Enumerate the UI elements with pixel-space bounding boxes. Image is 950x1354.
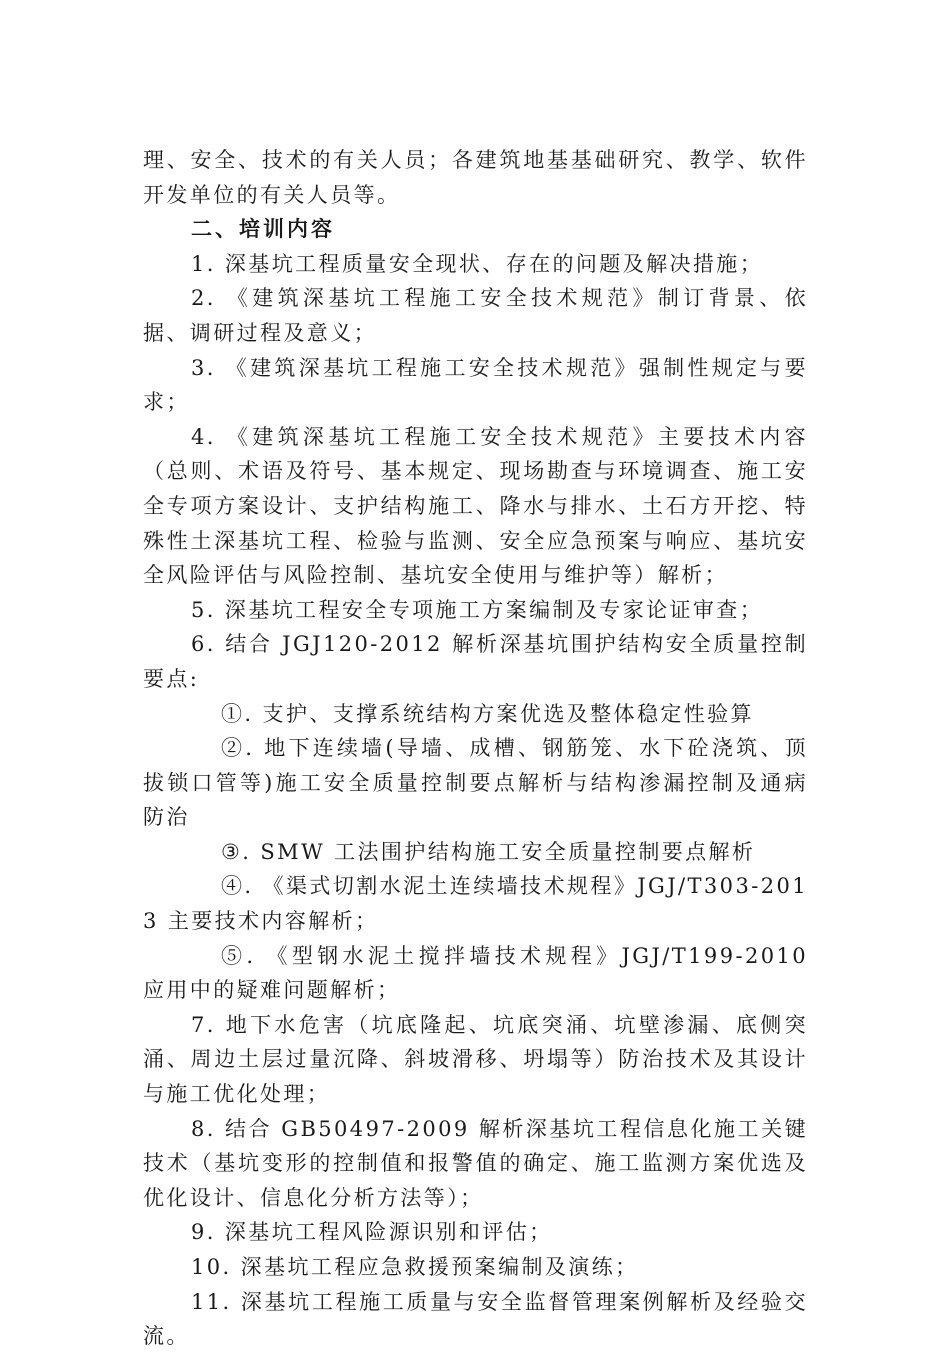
document-body (143, 143, 808, 1354)
list-item: 4. 《建筑深基坑工程施工安全技术规范》主要技术内容（总则、术语及符号、基本规定、现场勘查与环境调查、施工安全专项方案设计、支护结构施工、降水与排水、土石方开挖、特殊性土深基坑工程、检验与监测、安全应急预案与响应、基坑安全风险评估与风险控制、基坑安全使用与维护等）解析； (143, 424, 808, 588)
list-item: 7. 地下水危害（坑底隆起、坑底突涌、坑壁渗漏、底侧突涌、周边土层过量沉降、斜坡滑移、坍塌等）防治技术及其设计与施工优化处理； (143, 1012, 808, 1107)
sub-list-item: ④. 《渠式切割水泥土连续墙技术规程》JGJ/T303-2013 主要技术内容解析； (143, 874, 808, 934)
list-item: 5. 深基坑工程安全专项施工方案编制及专家论证审查； (191, 597, 764, 622)
list-item: 1. 深基坑工程质量安全现状、存在的问题及解决措施； (191, 251, 764, 276)
list-item: 10. 深基坑工程应急救援预案编制及演练； (191, 1255, 639, 1279)
list-item: 2. 《建筑深基坑工程施工安全技术规范》制订背景、依据、调研过程及意义； (143, 286, 808, 345)
sub-list-item: ③. SMW 工法围护结构施工安全质量控制要点解析 (221, 839, 756, 864)
list-item: 8. 结合 GB50497-2009 解析深基坑工程信息化施工关键技术（基坑变形的控制值和报警值的确定、施工监测方案优选及优化设计、信息化分析方法等）； (143, 1116, 808, 1210)
sub-list-item: ②. 地下连续墙(导墙、成槽、钢筋笼、水下砼浇筑、顶拔锁口管等)施工安全质量控制要点解析与结构渗漏控制及通病防治 (143, 736, 808, 830)
sub-list-item: ①. 支护、支撑系统结构方案优选及整体稳定性验算 (221, 701, 754, 726)
list-item: 3. 《建筑深基坑工程施工安全技术规范》强制性规定与要求； (143, 355, 808, 415)
list-item: 9. 深基坑工程风险源识别和评估； (191, 1220, 553, 1245)
list-item: 6. 结合 JGJ120-2012 解析深基坑围护结构安全质量控制要点: (143, 632, 808, 691)
sub-list-item: ⑤. 《型钢水泥土搅拌墙技术规程》JGJ/T199-2010 应用中的疑难问题解析； (143, 943, 808, 1003)
list-item: 11. 深基坑工程施工质量与安全监督管理案例解析及经验交流。 (143, 1289, 808, 1349)
section-heading: 二、培训内容 (191, 217, 335, 242)
paragraph-continuation: 理、安全、技术的有关人员；各建筑地基基础研究、教学、软件开发单位的有关人员等。 (143, 148, 808, 207)
